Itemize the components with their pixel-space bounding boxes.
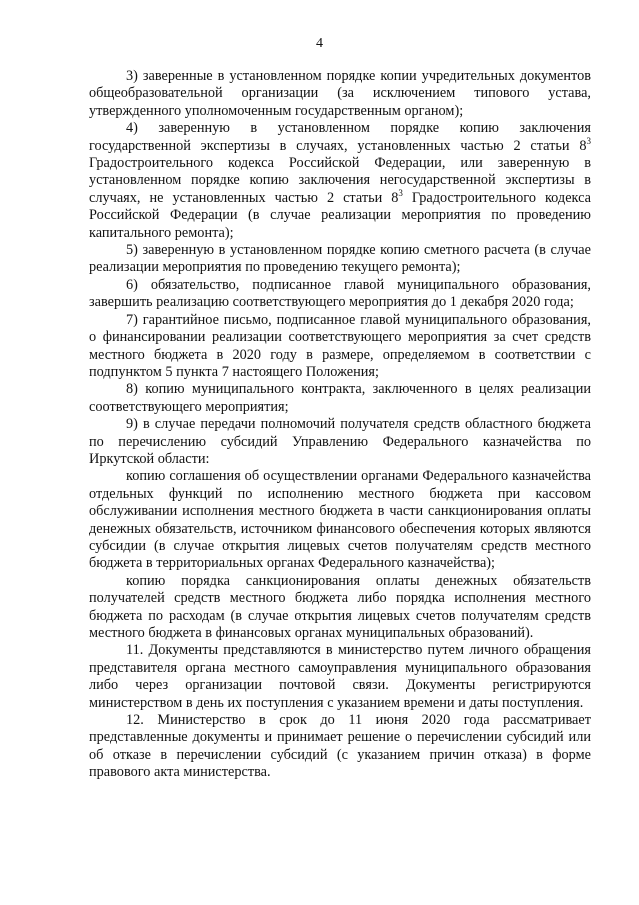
paragraph-subitem-agreement: копию соглашения об осуществлении органами Федерального казначейства отдельных функций по исполнению местного бюджета при кассовом обслуживании исполнения местного бюджета в части санкционирования оплаты денежных обязательств, источником финансового обеспечения которых являются субсидии (в случае открытия лицевых счетов получателям средств местного бюджета в территориальных органах Федерального казначейства); — [89, 468, 591, 572]
paragraph-item-6: 6) обязательство, подписанное главой муниципального образования, завершить реализацию соответствующего мероприятия до 1 декабря 2020 года; — [89, 276, 591, 311]
page-number: 4 — [316, 36, 323, 51]
paragraph-item-4-part-1: 4) заверенную в установленном порядке копию заключения государственной экспертизы в случаях, установленных частью 2 статьи 8 — [89, 120, 591, 154]
paragraph-item-4 — [89, 120, 591, 242]
paragraph-clause-12: 12. Министерство в срок до 11 июня 2020 года рассматривает представленные документы и принимает решение о перечислении субсидий или об отказе в перечислении субсидий (с указанием причин отказа) в форме правового акта министерства. — [89, 712, 591, 781]
paragraph-clause-11: 11. Документы представляются в министерство путем личного обращения представителя органа местного самоуправления муниципального образования либо через организации почтовой связи. Документы регистрируются министерством в день их поступления с указанием времени и даты поступления. — [89, 642, 591, 711]
paragraph-item-5: 5) заверенную в установленном порядке копию сметного расчета (в случае реализации мероприятия по проведению текущего ремонта); — [89, 242, 591, 276]
article-superscript: 3 — [586, 135, 591, 146]
paragraph-item-4-part-3: Градостроительного кодекса Российской Федерации (в случае реализации мероприятия по проведению капитального ремонта); — [89, 189, 591, 241]
document-body — [89, 68, 591, 782]
article-superscript: 3 — [398, 188, 403, 199]
paragraph-item-3: 3) заверенные в установленном порядке копии учредительных документов общеобразовательной организации (за исключением типового устава, утвержденного уполномоченным государственным органом); — [89, 68, 591, 119]
paragraph-item-4-part-2: Градостроительного кодекса Российской Федерации, или заверенную в установленном порядке копию заключения негосударственной экспертизы в случаях, не установленных частью 2 статьи 8 — [89, 155, 591, 206]
paragraph-subitem-procedure: копию порядка санкционирования оплаты денежных обязательств получателей средств местного бюджета либо порядка исполнения местного бюджета по расходам (в случае открытия лицевых счетов получателям средств местного бюджета в финансовых органах муниципальных образований). — [89, 572, 591, 641]
paragraph-item-8: 8) копию муниципального контракта, заключенного в целях реализации соответствующего мероприятия; — [89, 381, 591, 415]
paragraph-item-7: 7) гарантийное письмо, подписанное главой муниципального образования, о финансировании реализации соответствующего мероприятия за счет средств местного бюджета в 2020 году в размере, определяемом в соответствии с подпунктом 5 пункта 7 настоящего Положения; — [89, 311, 591, 380]
paragraph-item-9: 9) в случае передачи полномочий получателя средств областного бюджета по перечислению субсидий Управлению Федерального казначейства по Иркутской области: — [89, 416, 591, 467]
